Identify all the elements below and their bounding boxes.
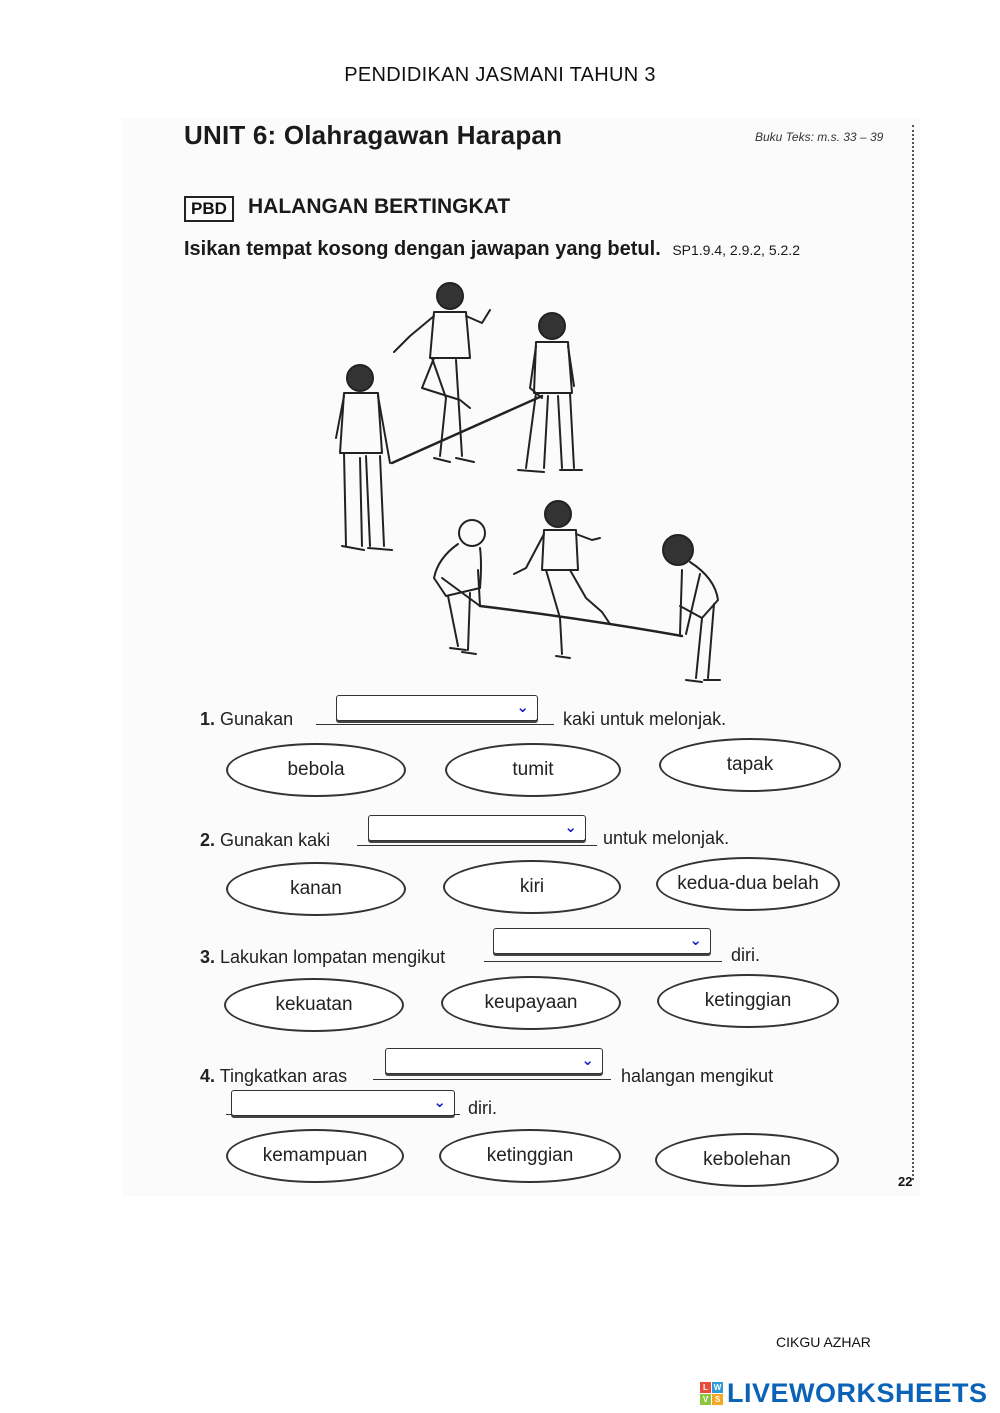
instruction-text: Isikan tempat kosong dengan jawapan yang betul. — [184, 238, 661, 260]
question-1-text-before: Gunakan — [220, 709, 294, 729]
question-3-dropdown[interactable] — [493, 928, 711, 954]
question-3-text-after: diri. — [731, 945, 761, 965]
brand-name: LIVEWORKSHEETS — [727, 1378, 988, 1408]
question-1-dropdown[interactable] — [336, 695, 538, 721]
question-1-text-after: kaki untuk melonjak. — [563, 709, 727, 729]
question-3-prompt — [200, 947, 445, 968]
liveworksheets-logo-icon — [700, 1382, 723, 1405]
page-number: 22 — [898, 1174, 913, 1189]
question-3-number: 3. — [200, 947, 216, 967]
question-3-option: ketinggian — [657, 974, 839, 1028]
question-4-dropdown-b[interactable] — [231, 1090, 455, 1116]
liveworksheets-brand[interactable] — [700, 1378, 988, 1409]
question-4-text-after: diri. — [468, 1098, 498, 1118]
question-4-option: kemampuan — [226, 1129, 404, 1183]
question-3-option: keupayaan — [441, 976, 621, 1030]
section-title: HALANGAN BERTINGKAT — [248, 195, 511, 218]
question-2-number: 2. — [200, 830, 216, 850]
question-2-prompt — [200, 830, 330, 851]
question-2-option: kedua-dua belah — [656, 857, 840, 911]
question-1-option: tapak — [659, 738, 841, 792]
chevron-down-icon: ⌄ — [689, 932, 702, 949]
perforation-line — [912, 125, 914, 1180]
logo-tile: S — [712, 1394, 723, 1405]
question-3-option: kekuatan — [224, 978, 404, 1032]
question-4-number: 4. — [200, 1066, 216, 1086]
question-4-blank-line-a — [373, 1079, 611, 1080]
question-4-prompt — [200, 1066, 347, 1087]
question-1-option: tumit — [445, 743, 621, 797]
standard-codes: SP1.9.4, 2.9.2, 5.2.2 — [672, 242, 800, 258]
question-4-option: ketinggian — [439, 1129, 621, 1183]
chevron-down-icon: ⌄ — [516, 699, 529, 716]
question-1-blank-line — [316, 724, 554, 725]
logo-tile: V — [700, 1394, 711, 1405]
pbd-label: PBD — [184, 196, 234, 222]
author-credit: CIKGU AZHAR — [776, 1334, 871, 1350]
question-4-text-middle: halangan mengikut — [621, 1066, 774, 1086]
question-2-dropdown[interactable] — [368, 815, 586, 841]
chevron-down-icon: ⌄ — [564, 819, 577, 836]
question-2-blank-line — [357, 845, 597, 846]
unit-title: UNIT 6: Olahragawan Harapan — [184, 120, 563, 150]
question-2-text-after: untuk melonjak. — [603, 828, 730, 848]
textbook-reference: Buku Teks: m.s. 33 – 39 — [755, 130, 884, 144]
question-2-option: kiri — [443, 860, 621, 914]
children-jumping-rope-illustration — [330, 278, 850, 698]
question-2-text-before: Gunakan kaki — [220, 830, 331, 850]
page-title: PENDIDIKAN JASMANI TAHUN 3 — [344, 64, 656, 86]
question-4-dropdown-a[interactable] — [385, 1048, 603, 1074]
instruction — [184, 238, 800, 261]
question-1-number: 1. — [200, 709, 216, 729]
question-2-option: kanan — [226, 862, 406, 916]
question-1-prompt — [200, 709, 293, 730]
logo-tile: L — [700, 1382, 711, 1393]
chevron-down-icon: ⌄ — [581, 1052, 594, 1069]
logo-tile: W — [713, 1383, 722, 1392]
question-3-text-before: Lakukan lompatan mengikut — [220, 947, 446, 967]
question-4-text-before: Tingkatkan aras — [219, 1066, 348, 1086]
question-1-option: bebola — [226, 743, 406, 797]
chevron-down-icon: ⌄ — [433, 1094, 446, 1111]
question-3-blank-line — [484, 961, 722, 962]
question-4-option: kebolehan — [655, 1133, 839, 1187]
